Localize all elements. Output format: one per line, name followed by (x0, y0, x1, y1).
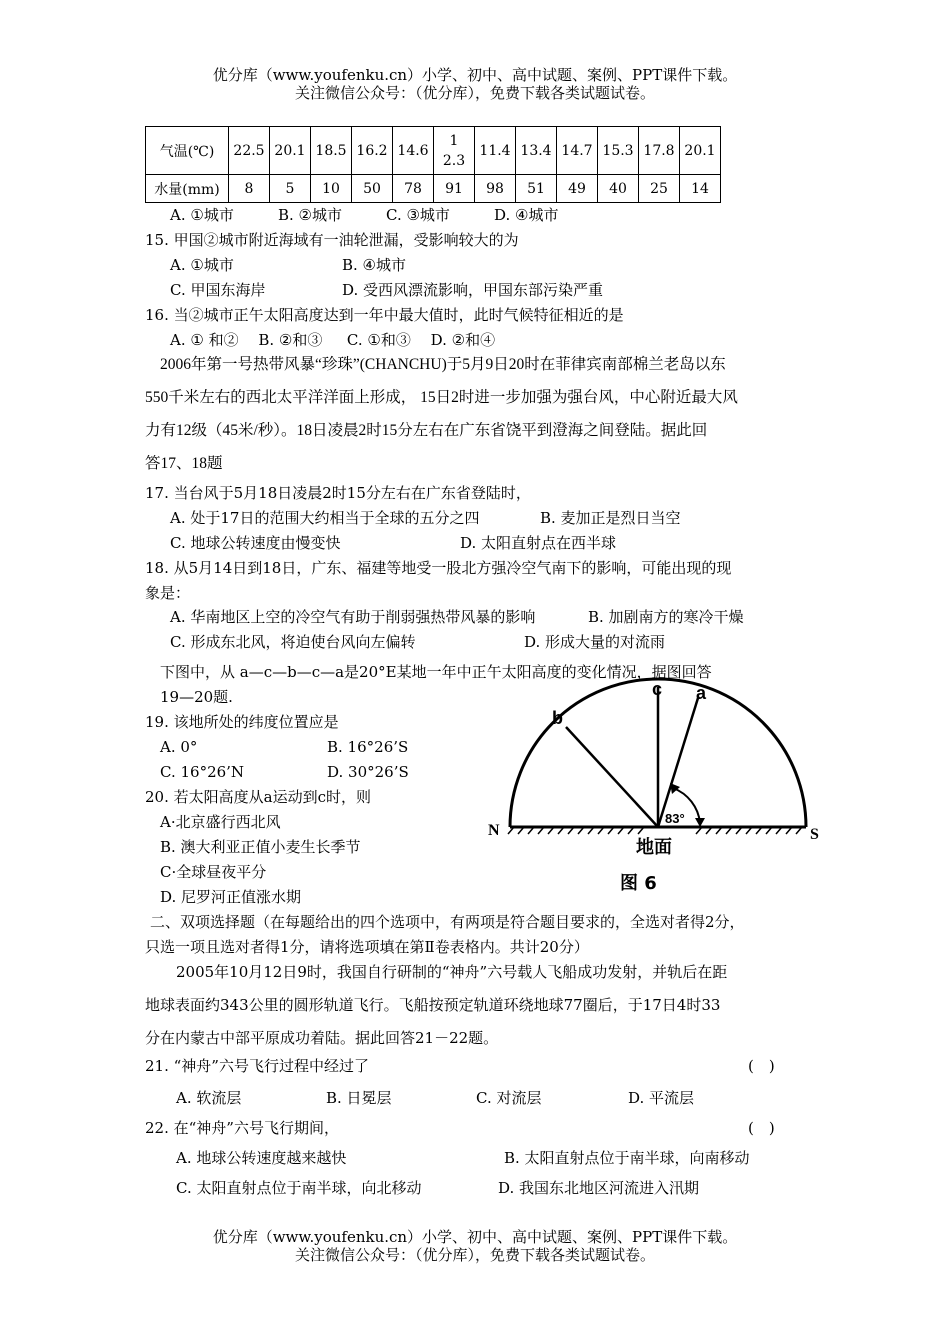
q20-option-d: D. 尼罗河正值涨水期 (160, 888, 302, 906)
rain-cell: 10 (311, 175, 352, 203)
q15-options-row1 (170, 255, 406, 275)
passage1-line-2: 550千米左右的西北太平洋洋面上形成， 15日2时进一步加强为强台风，中心附近最大风 (145, 389, 738, 406)
temp-cell: 11.4 (475, 127, 516, 175)
q15-option-c: C. 甲国东海岸 (170, 281, 266, 299)
temp-cell: 17.8 (639, 127, 680, 175)
q19-options-row2 (160, 762, 409, 782)
temp-cell: 22.5 (229, 127, 270, 175)
temp-cell: 13.4 (516, 127, 557, 175)
rain-cell: 51 (516, 175, 557, 203)
q18-option-b: B. 加剧南方的寒冷干燥 (588, 608, 744, 626)
q21-answer-bracket: ( ) (748, 1057, 775, 1075)
q22-stem: 22. 在“神舟”六号飞行期间， (145, 1119, 339, 1137)
q21-option-a: A. 软流层 (176, 1089, 242, 1107)
rain-cell: 98 (475, 175, 516, 203)
q21-stem: 21. “神舟”六号飞行过程中经过了 (145, 1057, 369, 1075)
temp-cell: 14.7 (557, 127, 598, 175)
q17-option-c: C. 地球公转速度由慢变快 (170, 534, 341, 552)
footer-line-2: 关注微信公众号：（优分库），免费下载各类试题试卷。 (294, 1246, 655, 1264)
section2-line-2: 只选一项且选对者得1分，请将选项填在第Ⅱ卷表格内。共计20分） (145, 938, 589, 956)
q19-option-d: D. 30°26’S (327, 763, 409, 781)
passage1-line-4: 答17、18题 (145, 455, 223, 472)
passage3-line-1: 2005年10月12日9时，我国自行研制的“神舟”六号载人飞船成功发射，并轨后在距 (176, 963, 728, 981)
q19-option-b: B. 16°26’S (327, 738, 409, 756)
rain-cell: 40 (598, 175, 639, 203)
q15-options-row2 (170, 280, 603, 300)
q14-option-d: D. ④城市 (494, 206, 559, 224)
q17-option-b: B. 麦加正是烈日当空 (540, 509, 681, 527)
temp-cell: 1 2.3 (434, 127, 475, 175)
header-line-2: 关注微信公众号：（优分库），免费下载各类试题试卷。 (294, 84, 655, 102)
q15-stem: 15. 甲国②城市附近海域有一油轮泄漏，受影响较大的为 (145, 231, 519, 249)
label-c: c (652, 679, 663, 699)
rain-cell: 14 (680, 175, 721, 203)
q18-options-row1 (170, 607, 744, 627)
passage3-line-2: 地球表面约343公里的圆形轨道飞行。飞船按预定轨道环绕地球77圈后，于17日4时33 (145, 996, 721, 1014)
q17-stem: 17. 当台风于5月18日凌晨2时15分左右在广东省登陆时， (145, 484, 531, 502)
ray-b (566, 727, 658, 827)
rain-cell: 25 (639, 175, 680, 203)
q21-option-b: B. 日冕层 (326, 1089, 392, 1107)
q20-option-c: C·全球昼夜平分 (160, 863, 267, 881)
label-n: N (488, 822, 500, 839)
q18-option-d: D. 形成大量的对流雨 (524, 633, 666, 651)
q20-option-b: B. 澳大利亚正值小麦生长季节 (160, 838, 361, 856)
q18-option-a: A. 华南地区上空的冷空气有助于削弱强热带风暴的影响 (170, 608, 536, 626)
q14-option-a: A. ①城市 (170, 206, 234, 224)
q17-options-row2 (170, 533, 616, 553)
header-line-1: 优分库（www.youfenku.cn）小学、初中、高中试题、案例、PPT课件下载。 (212, 66, 738, 84)
q15-option-b: B. ④城市 (342, 256, 407, 274)
q15-option-a: A. ①城市 (170, 256, 234, 274)
q18-stem-2: 象是： (145, 584, 191, 602)
passage2-line-1: 下图中，从 a—c—b—c—a是20°E某地一年中正午太阳高度的变化情况，据图回答 (160, 663, 712, 681)
q14-option-b: B. ②城市 (278, 206, 343, 224)
climate-table (145, 126, 721, 203)
passage1-line-3: 力有12级（45米/秒）。18日凌晨2时15分左右在广东省饶平到澄海之间登陆。据此回 (145, 422, 708, 439)
q18-options-row2 (170, 632, 665, 652)
q19-option-a: A. 0° (160, 738, 198, 756)
q18-stem-1: 18. 从5月14日到18日，广东、福建等地受一股北方强冷空气南下的影响，可能出现的现 (145, 559, 732, 577)
label-s: S (810, 826, 819, 843)
arc-arrow-top (670, 783, 680, 794)
rain-cell: 49 (557, 175, 598, 203)
temp-cell: 15.3 (598, 127, 639, 175)
q21-option-d: D. 平流层 (628, 1089, 695, 1107)
q22-options-row2 (176, 1178, 699, 1198)
q21-option-c: C. 对流层 (476, 1089, 542, 1107)
q22-option-c: C. 太阳直射点位于南半球，向北移动 (176, 1179, 422, 1197)
q20-option-a: A·北京盛行西北风 (160, 813, 281, 831)
rain-cell: 78 (393, 175, 434, 203)
ray-a (658, 698, 698, 827)
passage2-line-2: 19—20题. (160, 688, 233, 706)
rain-cell: 5 (270, 175, 311, 203)
q22-option-d: D. 我国东北地区河流进入汛期 (498, 1179, 700, 1197)
passage3-line-3: 分在内蒙古中部平原成功着陆。据此回答21－22题。 (145, 1029, 499, 1047)
q20-stem: 20. 若太阳高度从a运动到c时，则 (145, 788, 371, 806)
q22-options-row1 (176, 1148, 750, 1168)
q15-option-d: D. 受西风漂流影响，甲国东部污染严重 (342, 281, 604, 299)
q16-stem: 16. 当②城市正午太阳高度达到一年中最大值时，此时气候特征相近的是 (145, 306, 624, 324)
rain-cell: 91 (434, 175, 475, 203)
rain-cell: 50 (352, 175, 393, 203)
q22-option-a: A. 地球公转速度越来越快 (176, 1149, 347, 1167)
ground-label: 地面 (636, 837, 672, 858)
temp-cell: 14.6 (393, 127, 434, 175)
rainfall-label: 水量(mm) (146, 175, 229, 203)
q19-option-c: C. 16°26’N (160, 763, 245, 781)
q16-options: A. ① 和② B. ②和③ C. ①和③ D. ②和④ (170, 331, 496, 349)
q17-options-row1 (170, 508, 681, 528)
section2-line-1: 二、双项选择题（在每题给出的四个选项中，有两项是符合题目要求的，全选对者得2分， (150, 913, 745, 931)
q22-option-b: B. 太阳直射点位于南半球，向南移动 (504, 1149, 750, 1167)
q18-option-c: C. 形成东北风，将迫使台风向左偏转 (170, 633, 416, 651)
q14-option-c: C. ③城市 (386, 206, 450, 224)
temp-cell: 20.1 (680, 127, 721, 175)
temp-cell: 18.5 (311, 127, 352, 175)
q17-option-a: A. 处于17日的范围大约相当于全球的五分之四 (170, 509, 480, 527)
q19-options-row1 (160, 737, 408, 757)
figure-caption: 图 6 (620, 873, 657, 894)
q17-option-d: D. 太阳直射点在西半球 (460, 534, 617, 552)
q21-options (176, 1088, 694, 1108)
rain-cell: 8 (229, 175, 270, 203)
q19-stem: 19. 该地所处的纬度位置应是 (145, 713, 339, 731)
label-a: a (696, 683, 707, 703)
rainfall-row (146, 175, 721, 203)
footer-line-1: 优分库（www.youfenku.cn）小学、初中、高中试题、案例、PPT课件下载。 (212, 1228, 738, 1246)
temperature-label: 气温(℃) (146, 127, 229, 175)
temperature-row (146, 127, 721, 175)
angle-label: 83° (665, 811, 685, 826)
temp-cell: 20.1 (270, 127, 311, 175)
q22-answer-bracket: ( ) (748, 1119, 775, 1137)
q14-options (170, 205, 558, 225)
sun-altitude-figure (480, 675, 830, 903)
label-b: b (552, 708, 563, 728)
temp-cell: 16.2 (352, 127, 393, 175)
passage1-line-1: 2006年第一号热带风暴“珍珠”(CHANCHU)于5月9日20时在菲律宾南部棉兰老岛以东 (160, 356, 726, 373)
